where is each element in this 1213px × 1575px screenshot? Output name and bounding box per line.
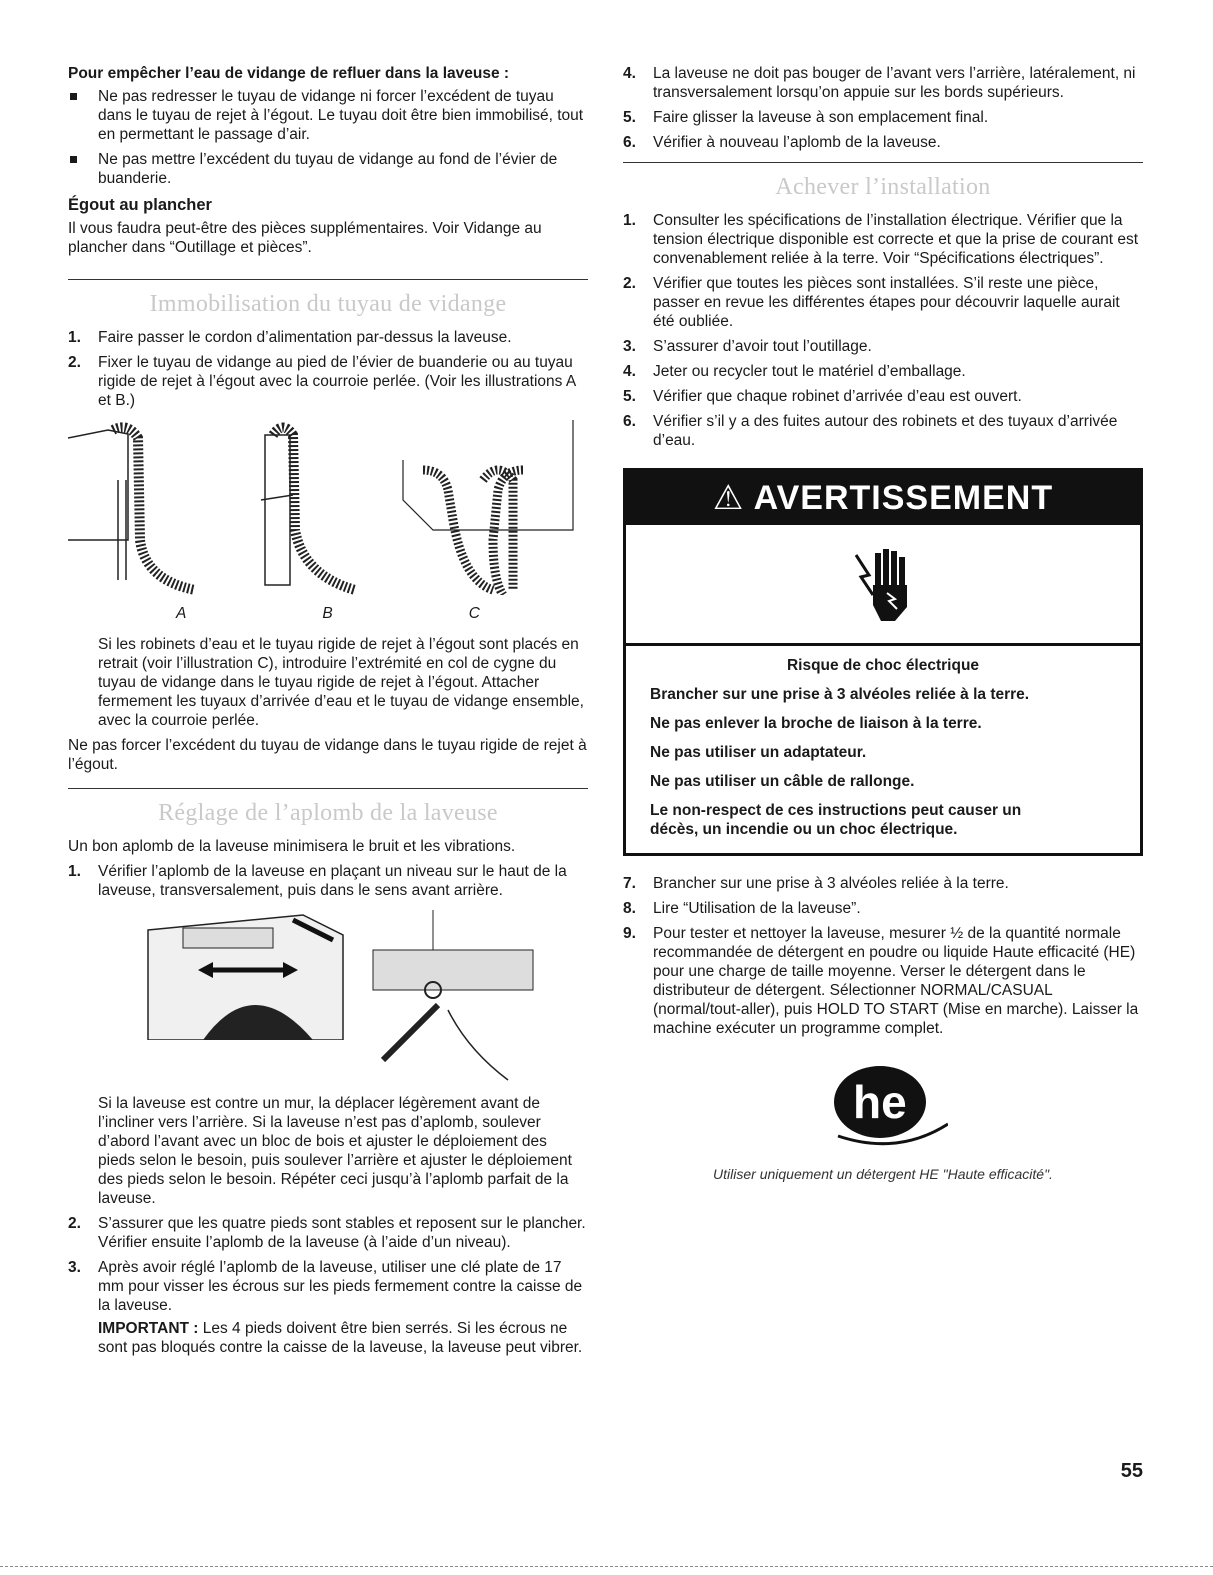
illustration-b <box>243 420 393 595</box>
warning-line: Ne pas utiliser un adaptateur. <box>650 744 867 761</box>
step-item: 3. Après avoir réglé l’aplomb de la laveuse, utiliser une clé plate de 17 mm pour visser les écrous sur les pieds fermement contre la caisse de la laveuse. <box>68 1259 583 1314</box>
left-column <box>68 64 588 1357</box>
step-item: 8. Lire “Utilisation de la laveuse”. <box>623 900 861 917</box>
illustration-c <box>393 420 583 595</box>
step-item: 2. S’assurer que les quatre pieds sont stables et reposent sur le plancher. Vérifier ensuite l’aplomb de la laveuse (à l’aide d’un niveau). <box>68 1215 586 1251</box>
important-label: IMPORTANT : <box>98 1320 199 1337</box>
faucets-recessed-text: Si les robinets d’eau et le tuyau rigide de rejet à l’égout sont placés en retrait (voir l’illustration C), introduire l’extrémité en col de cygne du tuyau de vidange dans le tuyau rigide de rejet à l’égout. Attacher fermement les tuyaux d’arrivée d’eau et le tuyau de vidange ensemble, avec la courroie perlée. <box>98 636 584 729</box>
page-number: 55 <box>1120 1460 1143 1482</box>
floor-drain-heading: Égout au plancher <box>68 196 212 214</box>
he-logo-text: he <box>853 1076 907 1128</box>
drain-hose-illustrations <box>68 420 588 600</box>
do-not-force-text: Ne pas forcer l’excédent du tuyau de vidange dans le tuyau rigide de rejet à l’égout. <box>68 737 587 773</box>
section-title-drain-hose: Immobilisation du tuyau de vidange <box>149 291 507 317</box>
washer-level-illustration <box>143 910 353 1040</box>
leveling-illustrations <box>68 910 588 1090</box>
he-logo-icon <box>818 1062 948 1152</box>
warning-line: Ne pas utiliser un câble de rallonge. <box>650 773 915 790</box>
step-item: 1. Vérifier l’aplomb de la laveuse en plaçant un niveau sur le haut de la laveuse, transversalement, puis dans le sens avant arrière. <box>68 863 567 899</box>
step-item: 4. La laveuse ne doit pas bouger de l’avant vers l’arrière, latéralement, ni transversalement lorsqu’on appuie sur les bords supérieurs. <box>623 65 1136 101</box>
section-divider <box>68 279 588 280</box>
step-item: 2. Fixer le tuyau de vidange au pied de l’évier de buanderie ou au tuyau rigide de rejet à l’égout avec la courroie perlée. (Voir les illustrations A et B.) <box>68 354 576 409</box>
warning-line: Le non-respect de ces instructions peut causer un décès, un incendie ou un choc électrique. <box>650 802 1022 838</box>
step-item: 1. Consulter les spécifications de l’installation électrique. Vérifier que la tension électrique disponible est correcte et que la prise de courant est convenablement reliée à la terre. Voir “Spécifications électriques”. <box>623 212 1139 267</box>
section-title-leveling: Réglage de l’aplomb de la laveuse <box>158 800 498 826</box>
warning-line: Brancher sur une prise à 3 alvéoles reliée à la terre. <box>650 686 1030 703</box>
warning-risk-title: Risque de choc électrique <box>786 657 980 674</box>
step-item: 9. Pour tester et nettoyer la laveuse, mesurer ½ de la quantité normale recommandée de détergent en poudre ou liquide Haute efficacité (HE) pour une charge de taille moyenne. Verser le détergent dans le distributeur de détergent. Sélectionner NORMAL/CASUAL (normal/tout-aller), puis HOLD TO START (Mise en marche). Laisser la machine exécuter un programme complet. <box>623 925 1139 1037</box>
step-item: 6. Vérifier à nouveau l’aplomb de la laveuse. <box>623 134 941 151</box>
step-item: 3. S’assurer d’avoir tout l’outillage. <box>623 338 872 355</box>
illustration-a <box>68 420 228 595</box>
bullet-item: Ne pas redresser le tuyau de vidange ni forcer l’excédent de tuyau dans le tuyau de rejet à l’égout. Le tuyau doit être bien immobilisé, tout en permettant le passage d’air. <box>68 87 588 144</box>
step-item: 5. Faire glisser la laveuse à son emplacement final. <box>623 109 989 126</box>
warning-body <box>626 646 1140 853</box>
step-item: 7. Brancher sur une prise à 3 alvéoles reliée à la terre. <box>623 875 1009 892</box>
warning-header: ⚠ AVERTISSEMENT <box>626 471 1140 525</box>
he-logo-area <box>623 1062 1143 1157</box>
warning-triangle-icon: ⚠ <box>712 479 745 517</box>
drain-backflow-heading: Pour empêcher l’eau de vidange de refluer dans la laveuse : <box>68 65 510 82</box>
he-detergent-caption: Utiliser uniquement un détergent HE "Haute efficacité". <box>713 1166 1053 1182</box>
leveling-intro: Un bon aplomb de la laveuse minimisera le bruit et les vibrations. <box>68 838 516 855</box>
bottom-divider <box>0 1566 1213 1567</box>
label-a: A <box>176 605 187 622</box>
bullet-item: Ne pas mettre l’excédent du tuyau de vidange au fond de l’évier de buanderie. <box>68 150 588 188</box>
warning-box <box>623 468 1143 856</box>
step-item: 2. Vérifier que toutes les pièces sont installées. S’il reste une pièce, passer en revue les différentes étapes pour découvrir laquelle aurait été oubliée. <box>623 275 1120 330</box>
label-b: B <box>322 605 333 622</box>
floor-drain-text: Il vous faudra peut-être des pièces supplémentaires. Voir Vidange au plancher dans “Outillage et pièces”. <box>68 220 542 256</box>
right-column <box>623 64 1143 1184</box>
shock-icon-area <box>626 525 1140 646</box>
label-c: C <box>468 605 480 622</box>
section-title-finish: Achever l’installation <box>775 174 991 200</box>
section-divider <box>68 788 588 789</box>
against-wall-text: Si la laveuse est contre un mur, la déplacer légèrement avant de l’incliner vers l’arrière. Si la laveuse n’est pas d’aplomb, soulever d’abord l’avant avec un bloc de bois et ajuster le déploiement des pieds selon le besoin, puis soulever l’arrière et ajuster le déploiement des pieds selon le besoin. Répéter ceci jusqu’à l’aplomb parfait de la laveuse. <box>98 1095 572 1207</box>
step-item: 4. Jeter ou recycler tout le matériel d’emballage. <box>623 363 966 380</box>
warning-line: Ne pas enlever la broche de liaison à la terre. <box>650 715 982 732</box>
step-item: 5. Vérifier que chaque robinet d’arrivée d’eau est ouvert. <box>623 388 1022 405</box>
important-note: IMPORTANT : Les 4 pieds doivent être bien serrés. Si les écrous ne sont pas bloqués contre la caisse de la laveuse, la laveuse peut vibrer. <box>98 1320 583 1356</box>
section-divider <box>623 162 1143 163</box>
step-item: 6. Vérifier s’il y a des fuites autour des robinets et des tuyaux d’arrivée d’eau. <box>623 413 1118 449</box>
step-item: 1. Faire passer le cordon d’alimentation par-dessus la laveuse. <box>68 329 512 346</box>
illustration-labels <box>68 604 588 623</box>
wrench-foot-illustration <box>363 910 543 1085</box>
electric-shock-hand-icon <box>851 545 921 625</box>
